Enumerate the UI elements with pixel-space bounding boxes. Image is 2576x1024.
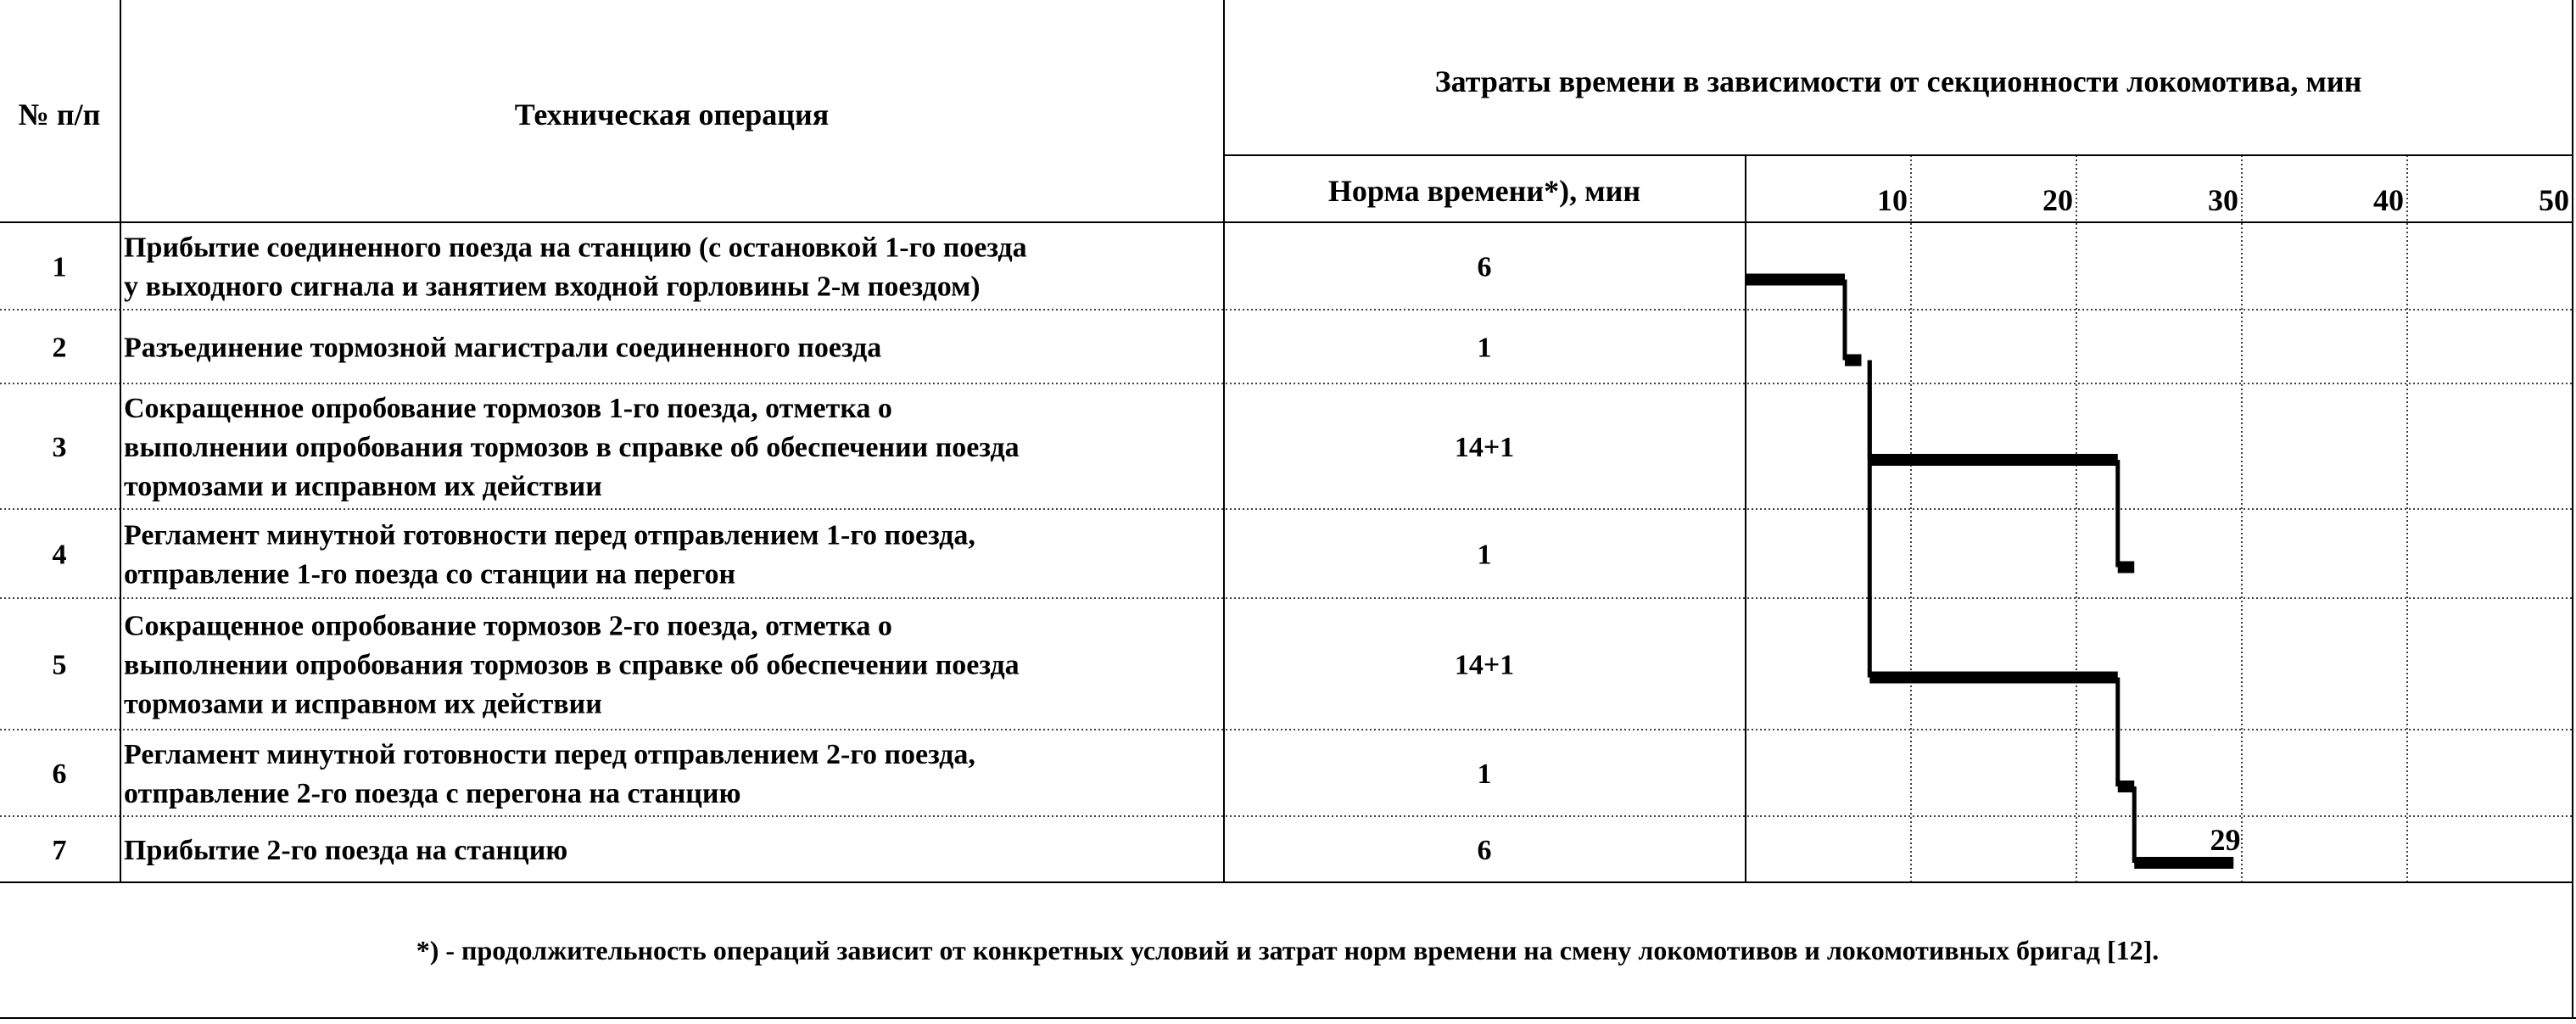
row-number: 4	[52, 539, 67, 571]
operation-text-line: Прибытие соединенного поезда на станцию (с остановкой 1-го поезда	[124, 232, 1027, 264]
task-bar	[1746, 274, 1845, 286]
footnote: *) - продолжительность операций зависит от конкретных условий и затрат норм времени на смену локомотивов и локомотивных бригад [12].	[416, 935, 2160, 965]
norm-value: 1	[1477, 758, 1492, 790]
header-time-group: Затраты времени в зависимости от секционности локомотива, мин	[1434, 64, 2362, 98]
operation-text-line: Регламент минутной готовности перед отправлением 2-го поезда,	[124, 739, 975, 770]
chart-tick-labels	[1877, 183, 2569, 217]
total-time-label: 29	[2210, 823, 2241, 857]
tick-label: 40	[2373, 183, 2404, 217]
row-number: 6	[52, 758, 67, 790]
operation-text-line: выполнении опробования тормозов в справке об обеспечении поезда	[124, 432, 1020, 463]
tick-label: 20	[2042, 183, 2073, 217]
norm-value: 14+1	[1454, 432, 1515, 463]
norm-value: 14+1	[1454, 649, 1515, 681]
operation-text-line: тормозами и исправном их действии	[124, 688, 602, 720]
header-operation: Техническая операция	[514, 98, 830, 131]
chart-annotations	[2210, 823, 2241, 857]
header-num: № п/п	[18, 98, 101, 131]
operation-text-line: отправление 2-го поезда с перегона на станцию	[124, 778, 741, 809]
chart-bars	[1746, 274, 2233, 870]
task-bar	[1869, 454, 2118, 466]
task-bar	[2118, 562, 2135, 574]
operation-text-line: Сокращенное опробование тормозов 1-го поезда, отметка о	[124, 393, 892, 424]
header-norm: Норма времени*), мин	[1327, 174, 1641, 208]
task-bar	[2118, 781, 2135, 792]
row-number: 5	[52, 649, 67, 681]
row-number: 2	[52, 332, 67, 364]
row-number: 1	[52, 251, 67, 283]
table-rows	[53, 232, 1515, 867]
chart-gridlines	[1911, 155, 2407, 882]
operation-text-line: Сокращенное опробование тормозов 2-го поезда, отметка о	[124, 610, 892, 642]
operation-text-line: отправление 1-го поезда со станции на перегон	[124, 558, 736, 590]
operation-text-line: Регламент минутной готовности перед отправлением 1-го поезда,	[124, 519, 975, 551]
row-number: 3	[52, 432, 67, 463]
task-bar	[1869, 672, 2118, 684]
task-bar	[2134, 857, 2233, 869]
operation-text-line: Разъединение тормозной магистрали соединенного поезда	[124, 332, 882, 364]
operation-text-line: Прибытие 2-го поезда на станцию	[124, 835, 568, 866]
operation-text-line: у выходного сигнала и занятием входной горловины 2-м поездом)	[124, 271, 981, 303]
tick-label: 50	[2539, 183, 2569, 217]
norm-value: 6	[1477, 835, 1492, 866]
norm-value: 1	[1477, 539, 1492, 571]
operation-text-line: выполнении опробования тормозов в справке об обеспечении поезда	[124, 649, 1020, 681]
norm-value: 1	[1477, 332, 1492, 364]
tick-label: 30	[2208, 183, 2238, 217]
row-number: 7	[52, 835, 67, 866]
operation-text-line: тормозами и исправном их действии	[124, 471, 602, 502]
tick-label: 10	[1877, 183, 1908, 217]
task-bar	[1845, 355, 1862, 367]
norm-value: 6	[1477, 251, 1492, 283]
